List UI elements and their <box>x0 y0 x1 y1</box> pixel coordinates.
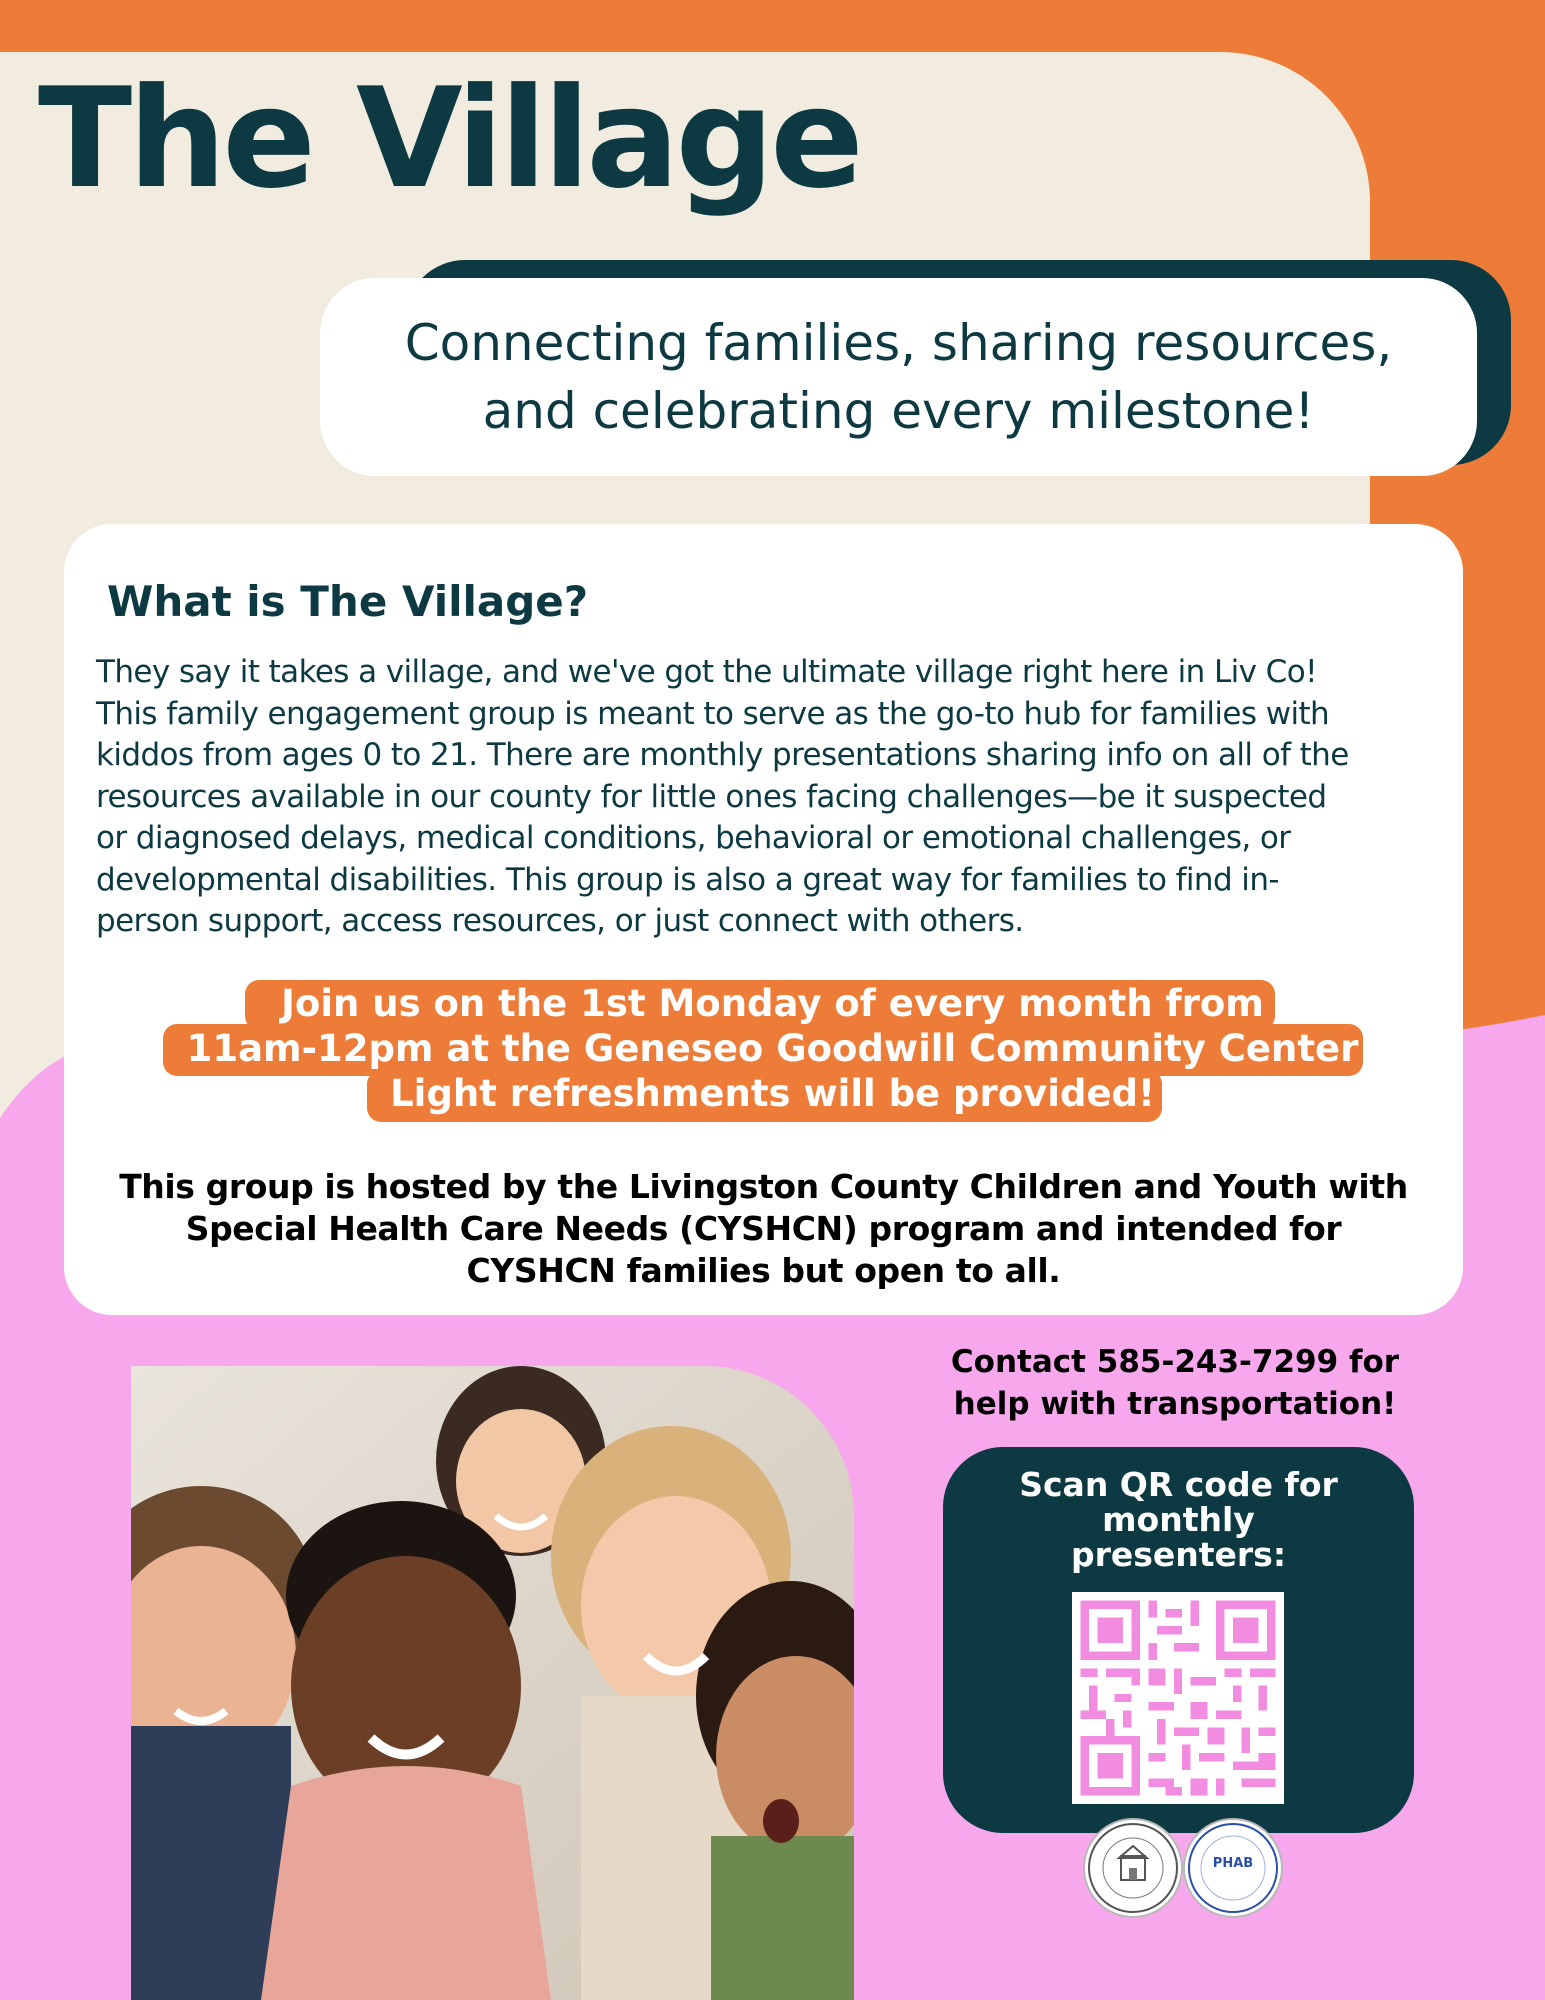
about-line: developmental disabilities. This group is also a great way for families to find in- <box>96 861 1279 898</box>
qr-code-icon[interactable] <box>1072 1592 1284 1804</box>
county-health-seal-icon <box>1083 1818 1183 1918</box>
contact-line-2: help with transportation! <box>953 1386 1397 1422</box>
host-line-1: This group is hosted by the Livingston County Children and Youth with <box>119 1167 1408 1206</box>
qr-card-title <box>943 1467 1414 1572</box>
host-line-3: CYSHCN families but open to all. <box>466 1251 1061 1290</box>
about-line: resources available in our county for little ones facing challenges—be it suspected <box>96 778 1327 815</box>
children-photo <box>131 1366 854 2000</box>
schedule-line-3: Light refreshments will be provided! <box>390 1072 1155 1115</box>
schedule-line-1: Join us on the 1st Monday of every month from <box>281 982 1264 1025</box>
contact-info <box>910 1341 1440 1425</box>
phab-label: PHAB <box>1212 1856 1254 1871</box>
about-line: They say it takes a village, and we've got the ultimate village right here in Liv Co! <box>96 654 1317 690</box>
tagline-line-2: and celebrating every milestone! <box>482 382 1315 440</box>
qr-title-line-1: Scan QR code for <box>1019 1465 1338 1504</box>
qr-title-line-2: monthly <box>1102 1500 1255 1539</box>
qr-title-line-3: presenters: <box>1070 1535 1287 1574</box>
about-line: person support, access resources, or just connect with others. <box>96 903 1024 939</box>
about-heading: What is The Village? <box>107 577 589 626</box>
tagline-box <box>320 278 1477 476</box>
phab-seal-icon <box>1183 1818 1283 1918</box>
about-line: kiddos from ages 0 to 21. There are monthly presentations sharing info on all of the <box>96 737 1349 773</box>
schedule-line-2: 11am-12pm at the Geneseo Goodwill Community Center <box>186 1027 1359 1070</box>
host-line-2: Special Health Care Needs (CYSHCN) program and intended for <box>185 1209 1342 1248</box>
about-line: or diagnosed delays, medical conditions, behavioral or emotional challenges, or <box>96 820 1291 856</box>
tagline-line-1: Connecting families, sharing resources, <box>404 314 1393 372</box>
contact-line-1: Contact 585-243-7299 for <box>950 1344 1400 1380</box>
about-description <box>96 652 1456 943</box>
host-info <box>64 1166 1463 1292</box>
about-line: This family engagement group is meant to serve as the go-to hub for families with <box>96 695 1330 732</box>
page-title: The Village <box>38 58 860 219</box>
